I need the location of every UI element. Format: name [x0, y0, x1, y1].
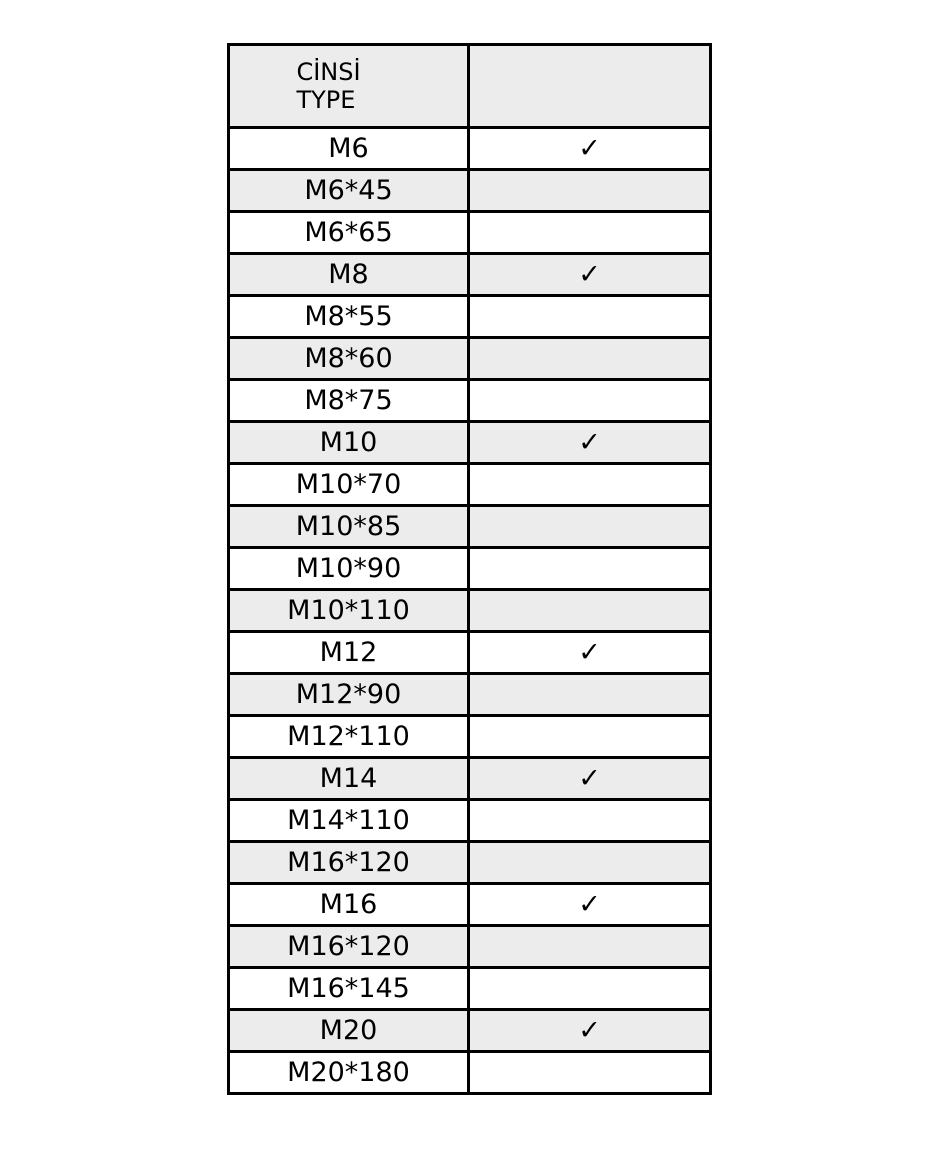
table-row — [229, 926, 711, 968]
check-cell: ✓ — [469, 884, 711, 926]
type-cell: M6*65 — [229, 212, 469, 254]
table-row — [229, 758, 711, 800]
table-row — [229, 338, 711, 380]
table-row — [229, 884, 711, 926]
type-cell: M10*90 — [229, 548, 469, 590]
table-row — [229, 1052, 711, 1094]
check-cell — [469, 968, 711, 1010]
type-cell: M16*120 — [229, 842, 469, 884]
table-row — [229, 548, 711, 590]
table-body — [229, 128, 711, 1094]
check-cell: ✓ — [469, 758, 711, 800]
check-cell — [469, 506, 711, 548]
type-cell: M12*110 — [229, 716, 469, 758]
type-cell: M8 — [229, 254, 469, 296]
table-row — [229, 842, 711, 884]
type-header-tr: CİNSİ — [296, 58, 361, 86]
type-cell: M12*90 — [229, 674, 469, 716]
type-cell: M6*45 — [229, 170, 469, 212]
type-cell: M8*75 — [229, 380, 469, 422]
type-cell: M20*180 — [229, 1052, 469, 1094]
check-cell — [469, 926, 711, 968]
check-cell — [469, 842, 711, 884]
table-row — [229, 380, 711, 422]
table-row — [229, 464, 711, 506]
type-cell: M8*60 — [229, 338, 469, 380]
check-cell: ✓ — [469, 254, 711, 296]
table-row — [229, 632, 711, 674]
type-cell: M10*85 — [229, 506, 469, 548]
table-row — [229, 212, 711, 254]
table-row — [229, 506, 711, 548]
table-row — [229, 128, 711, 170]
check-cell — [469, 464, 711, 506]
check-cell — [469, 716, 711, 758]
table-row — [229, 1010, 711, 1052]
table-row — [229, 422, 711, 464]
type-header-en: TYPE — [296, 86, 356, 114]
type-cell: M16 — [229, 884, 469, 926]
check-cell — [469, 548, 711, 590]
check-cell — [469, 590, 711, 632]
type-cell: M8*55 — [229, 296, 469, 338]
check-cell — [469, 212, 711, 254]
type-cell: M10 — [229, 422, 469, 464]
type-cell: M14*110 — [229, 800, 469, 842]
type-cell: M16*120 — [229, 926, 469, 968]
table-row — [229, 800, 711, 842]
check-cell — [469, 380, 711, 422]
type-cell: M16*145 — [229, 968, 469, 1010]
table-row — [229, 170, 711, 212]
type-cell: M10*110 — [229, 590, 469, 632]
table-row — [229, 296, 711, 338]
check-cell — [469, 674, 711, 716]
check-cell — [469, 170, 711, 212]
check-cell: ✓ — [469, 128, 711, 170]
check-cell — [469, 1052, 711, 1094]
check-cell — [469, 800, 711, 842]
type-cell: M10*70 — [229, 464, 469, 506]
table-row — [229, 716, 711, 758]
check-cell — [469, 296, 711, 338]
anchor-type-table — [227, 43, 712, 1095]
type-cell: M20 — [229, 1010, 469, 1052]
table-row — [229, 590, 711, 632]
check-cell — [469, 338, 711, 380]
check-cell: ✓ — [469, 1010, 711, 1052]
table-row — [229, 254, 711, 296]
table-header-row — [229, 45, 711, 128]
check-cell: ✓ — [469, 632, 711, 674]
check-cell: ✓ — [469, 422, 711, 464]
table-row — [229, 968, 711, 1010]
check-column-header — [469, 45, 711, 128]
table-row — [229, 674, 711, 716]
type-cell: M14 — [229, 758, 469, 800]
type-cell: M6 — [229, 128, 469, 170]
type-cell: M12 — [229, 632, 469, 674]
type-column-header — [229, 45, 469, 128]
